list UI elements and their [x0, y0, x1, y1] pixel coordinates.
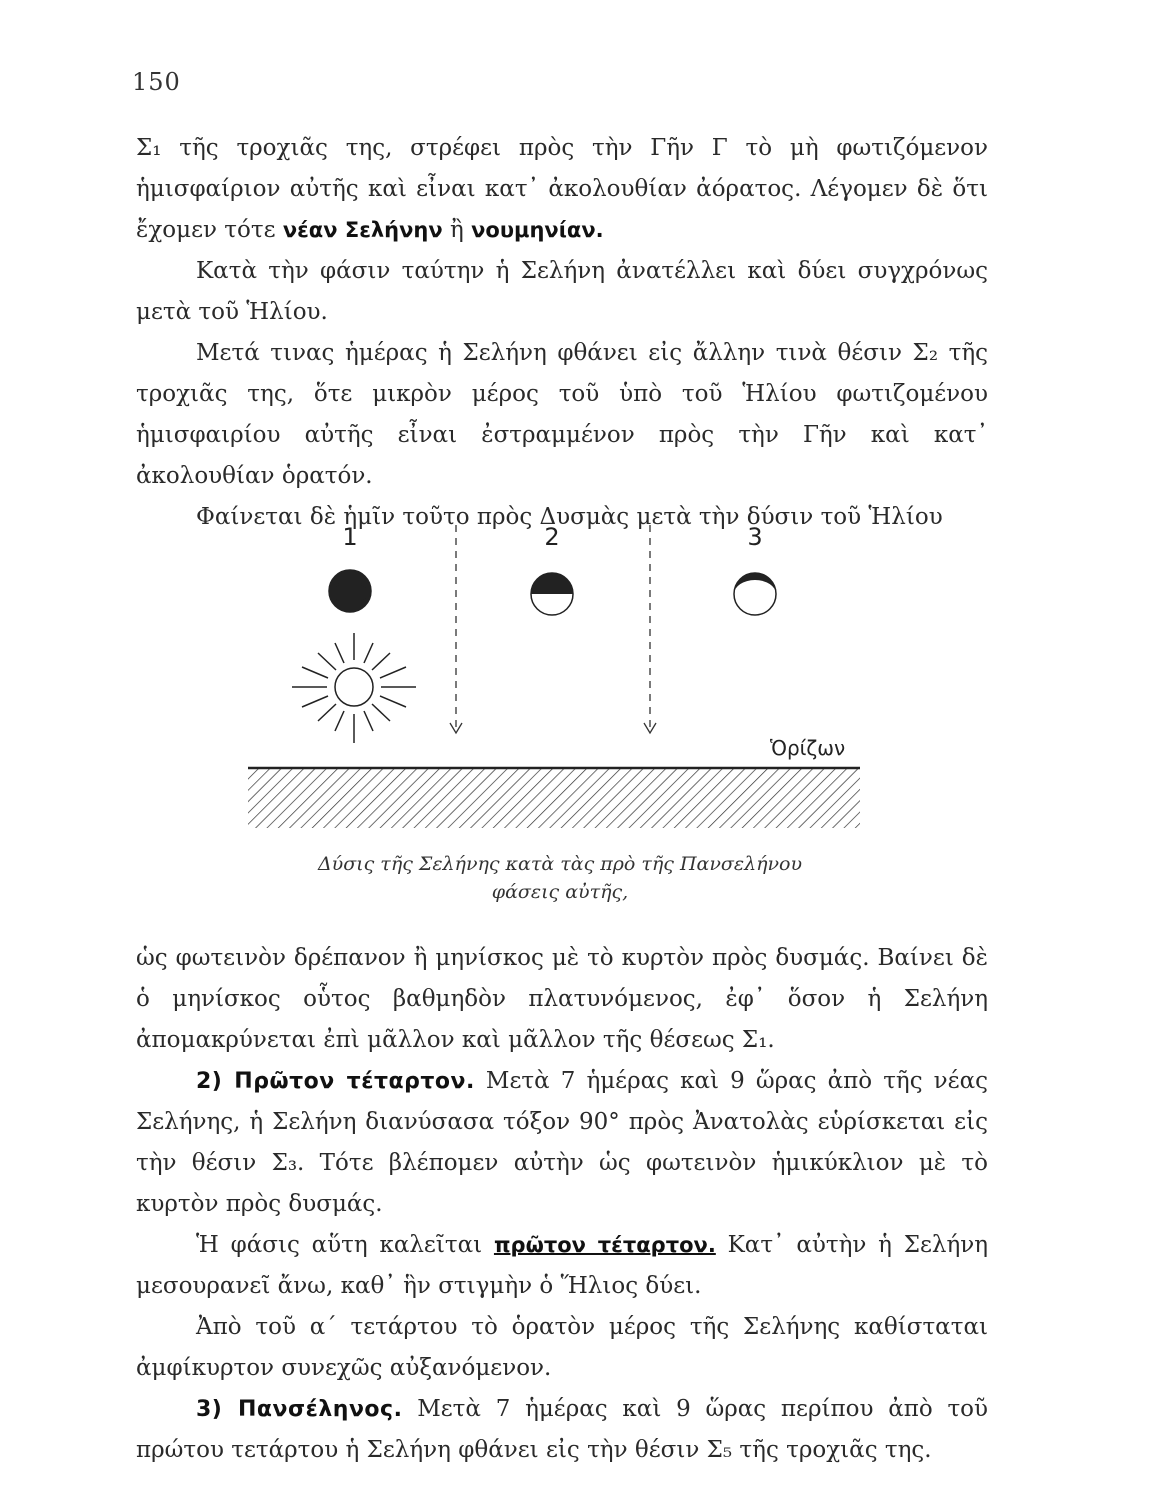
bold-term: πρῶτον τέταρτον.	[493, 1233, 716, 1257]
bottom-text-block	[136, 938, 988, 1471]
text-run: Κατὰ τὴν φάσιν ταύτην ἡ Σελήνη ἀνατέλλει καὶ δύει συγχρόνως μετὰ τοῦ Ἡλίου.	[136, 258, 988, 325]
page-number: 150	[132, 68, 181, 96]
moon-half-icon	[531, 573, 573, 615]
moon-phase-figure	[240, 515, 880, 845]
bold-term: νουμηνίαν.	[471, 218, 604, 242]
figure-caption	[240, 850, 880, 906]
caption-line-2: φάσεις αὐτῆς,	[491, 881, 629, 903]
top-text-block	[136, 128, 988, 538]
paragraph	[136, 1225, 988, 1307]
text-run: ὡς φωτεινὸν δρέπανον ἢ μηνίσκος μὲ τὸ κυρτὸν πρὸς δυσμάς. Βαίνει δὲ ὁ μηνίσκος οὗτος βαθμηδὸν πλατυνόμενος, ἐφ᾽ ὅσον ἡ Σελήνη ἀπομακρύνεται ἐπὶ μᾶλλον καὶ μᾶλλον τῆς θέσεως Σ₁.	[136, 945, 988, 1053]
sun-icon	[292, 633, 416, 743]
text-run: Μετά τινας ἡμέρας ἡ Σελήνη φθάνει εἰς ἄλλην τινὰ θέσιν Σ₂ τῆς τροχιᾶς της, ὅτε μικρὸν μέρος τοῦ ὑπὸ τοῦ Ἡλίου φωτιζομένου ἡμισφαιρίου αὐτῆς εἶναι ἐστραμμένον πρὸς τὴν Γῆν καὶ κατ᾽ ἀκολουθίαν ὁρατόν.	[136, 340, 988, 489]
moon-crescent-icon	[329, 570, 371, 612]
separator-1	[450, 525, 462, 733]
figure-svg	[240, 515, 880, 845]
paragraph	[136, 1389, 988, 1471]
text-run: Ἀπὸ τοῦ α´ τετάρτου τὸ ὁρατὸν μέρος τῆς Σελήνης καθίσταται ἀμφίκυρτον συνεχῶς αὐξανόμενον.	[136, 1314, 988, 1381]
paragraph	[136, 251, 988, 333]
bold-term: νέαν Σελήνην	[282, 218, 443, 242]
paragraph	[136, 128, 988, 251]
text-run: Κατ᾽ αὐτὴν ἡ Σελήνη μεσουρανεῖ ἄνω, καθ᾽ ἣν στιγμὴν ὁ Ἥλιος δύει.	[136, 1232, 989, 1299]
figure-label-2: 2	[544, 523, 560, 551]
paragraph	[136, 1307, 988, 1389]
horizon-label: Ὁρίζων	[770, 736, 846, 760]
paragraph	[136, 1061, 988, 1225]
ground-hatched	[248, 768, 860, 828]
separator-2	[644, 525, 656, 733]
figure-label-3: 3	[747, 523, 763, 551]
text-run: Μετὰ 7 ἡμέρας καὶ 9 ὥρας περίπου ἀπὸ τοῦ πρώτου τετάρτου ἡ Σελήνη φθάνει εἰς τὴν θέσιν Σ₅ τῆς τροχιᾶς της.	[136, 1396, 989, 1463]
figure-label-1: 1	[342, 523, 358, 551]
text-run: Ἡ φάσις αὕτη καλεῖται	[196, 1232, 494, 1258]
text-run: Σ₁ τῆς τροχιᾶς της, στρέφει πρὸς τὴν Γῆν Γ τὸ μὴ φωτιζόμενον ἡμισφαίριον αὐτῆς καὶ εἶναι κατ᾽ ἀκολουθίαν ἀόρατος. Λέγομεν δὲ ὅτι ἔχομεν τότε	[136, 135, 988, 243]
paragraph	[136, 938, 988, 1061]
paragraph	[136, 333, 988, 497]
section-heading: 3) Πανσέληνος.	[196, 1397, 403, 1422]
text-run: Μετὰ 7 ἡμέρας καὶ 9 ὥρας ἀπὸ τῆς νέας Σελήνης, ἡ Σελήνη διανύσασα τόξον 90° πρὸς Ἀνατολὰς εὑρίσκεται εἰς τὴν θέσιν Σ₃. Τότε βλέπομεν αὐτὴν ὡς φωτεινὸν ἡμικύκλιον μὲ τὸ κυρτὸν πρὸς δυσμάς.	[136, 1068, 988, 1217]
text-run: ἢ	[442, 217, 472, 243]
caption-line-1: Δύσις τῆς Σελήνης κατὰ τὰς πρὸ τῆς Πανσελήνου	[317, 853, 803, 875]
section-heading: 2) Πρῶτον τέταρτον.	[196, 1069, 475, 1094]
text-run: Φαίνεται δὲ ἡμῖν τοῦτο πρὸς Δυσμὰς μετὰ τὴν δύσιν τοῦ Ἡλίου	[196, 504, 943, 530]
moon-gibbous-icon	[734, 573, 776, 615]
